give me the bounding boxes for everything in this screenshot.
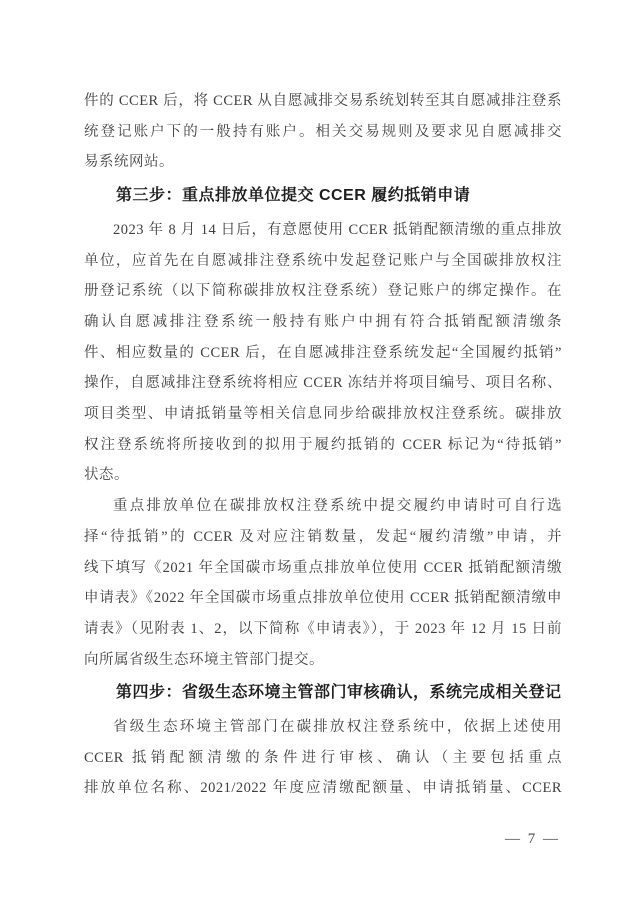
text-line: 件的 CCER 后，将 CCER 从自愿减排交易系统划转至其自愿减排注登系 (84, 93, 562, 109)
text-line: 单位，应首先在自愿减排注登系统中发起登记账户与全国碳排放权注 (84, 252, 562, 269)
text-line: 件、相应数量的 CCER 后，在自愿减排注登系统发起“全国履约抵销” (84, 344, 562, 361)
step3-heading: 第三步：重点排放单位提交 CCER 履约抵销申请 (116, 187, 471, 205)
text-line: 申请表》《2022 年全国碳市场重点排放单位使用 CCER 抵销配额清缴申 (84, 590, 562, 607)
text-line: 权注登系统将所接收到的拟用于履约抵销的 CCER 标记为“待抵销” (84, 436, 562, 453)
text-line: 册登记系统（以下简称碳排放权注登系统）登记账户的绑定操作。在 (84, 283, 562, 300)
text-line: 易系统网站。 (84, 154, 174, 171)
text-line: 重点排放单位在碳排放权注登系统中提交履约申请时可自行选 (113, 498, 562, 515)
step3-paragraph-1 (84, 215, 562, 491)
text-line: 请表》（见附表 1、2，以下简称《申请表》），于 2023 年 12 月 15 日前 (84, 620, 562, 637)
text-line: CCER 抵销配额清缴的条件进行审核、确认（主要包括重点 (84, 749, 562, 766)
page-number: — 7 — (505, 831, 560, 848)
document-content (84, 86, 562, 848)
text-line: 线下填写《2021 年全国碳市场重点排放单位使用 CCER 抵销配额清缴 (84, 559, 562, 576)
text-line: 排放单位名称、2021/2022 年度应清缴配额量、申请抵销量、CCER (84, 780, 562, 797)
text-line: 向所属省级生态环境主管部门提交。 (84, 651, 324, 668)
text-line: 项目类型、申请抵销量等相关信息同步给碳排放权注登系统。碳排放 (84, 406, 562, 423)
text-line: 确认自愿减排注登系统一般持有账户中拥有符合抵销配额清缴条 (84, 313, 562, 330)
step4-heading: 第四步：省级生态环境主管部门审核确认，系统完成相关登记 (116, 684, 562, 702)
text-line: 操作，自愿减排注登系统将相应 CCER 冻结并将项目编号、项目名称、 (84, 375, 562, 392)
text-line: 统登记账户下的一般持有账户。相关交易规则及要求见自愿减排交 (84, 123, 562, 140)
text-line: 状态。 (84, 467, 129, 484)
text-line: 省级生态环境主管部门在碳排放权注登系统中，依据上述使用 (113, 719, 562, 736)
step4-paragraph (84, 712, 562, 804)
text-line: 2023 年 8 月 14 日后，有意愿使用 CCER 抵销配额清缴的重点排放 (113, 221, 562, 238)
continuation-paragraph (84, 86, 562, 178)
step3-paragraph-2 (84, 491, 562, 675)
text-line: 择“待抵销”的 CCER 及对应注销数量，发起“履约清缴”申请，并 (84, 528, 562, 545)
